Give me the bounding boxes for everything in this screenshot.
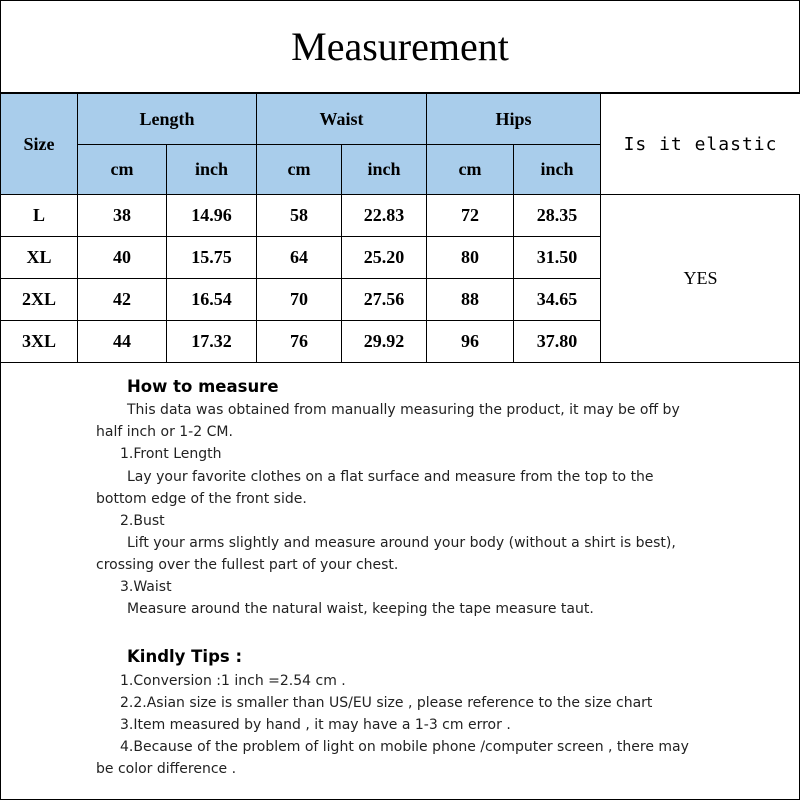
length-header: Length — [78, 94, 257, 145]
value-cell: 40 — [78, 237, 167, 279]
value-cell: 64 — [257, 237, 342, 279]
size-cell: L — [1, 195, 78, 237]
size-cell: 3XL — [1, 321, 78, 363]
unit-header: cm — [427, 145, 514, 195]
unit-header: inch — [514, 145, 601, 195]
page-title: Measurement — [0, 0, 800, 93]
elastic-value: YES — [601, 195, 800, 363]
value-cell: 14.96 — [167, 195, 257, 237]
elastic-header: Is it elastic — [601, 94, 800, 195]
unit-header: inch — [167, 145, 257, 195]
how-to-measure-heading: How to measure — [127, 377, 279, 396]
value-cell: 76 — [257, 321, 342, 363]
value-cell: 28.35 — [514, 195, 601, 237]
measurement-notes — [0, 363, 800, 798]
value-cell: 25.20 — [342, 237, 427, 279]
value-cell: 34.65 — [514, 279, 601, 321]
tip-item: 1.Conversion :1 inch =2.54 cm . — [120, 673, 346, 689]
intro-line: half inch or 1-2 CM. — [96, 424, 233, 440]
value-cell: 27.56 — [342, 279, 427, 321]
value-cell: 58 — [257, 195, 342, 237]
bust-text: Lift your arms slightly and measure around your body (without a shirt is best), — [127, 535, 676, 551]
kindly-tips-heading: Kindly Tips : — [127, 647, 243, 666]
value-cell: 15.75 — [167, 237, 257, 279]
waist-header: Waist — [257, 94, 427, 145]
hips-header: Hips — [427, 94, 601, 145]
tip-item: be color difference . — [96, 761, 237, 777]
value-cell: 80 — [427, 237, 514, 279]
front-length-text: Lay your favorite clothes on a flat surface and measure from the top to the — [127, 469, 654, 485]
value-cell: 17.32 — [167, 321, 257, 363]
size-chart-table — [0, 93, 800, 363]
value-cell: 96 — [427, 321, 514, 363]
bust-text: crossing over the fullest part of your chest. — [96, 557, 399, 573]
tip-item: 2.2.Asian size is smaller than US/EU size , please reference to the size chart — [120, 695, 653, 711]
value-cell: 42 — [78, 279, 167, 321]
value-cell: 72 — [427, 195, 514, 237]
bust-title: 2.Bust — [120, 513, 165, 529]
front-length-title: 1.Front Length — [120, 446, 222, 462]
unit-header: cm — [257, 145, 342, 195]
size-cell: XL — [1, 237, 78, 279]
waist-title: 3.Waist — [120, 579, 172, 595]
value-cell: 29.92 — [342, 321, 427, 363]
front-length-text: bottom edge of the front side. — [96, 491, 307, 507]
value-cell: 22.83 — [342, 195, 427, 237]
unit-header: inch — [342, 145, 427, 195]
value-cell: 88 — [427, 279, 514, 321]
tip-item: 4.Because of the problem of light on mobile phone /computer screen , there may — [120, 739, 689, 755]
tip-item: 3.Item measured by hand , it may have a 1-3 cm error . — [120, 717, 511, 733]
header-row-groups — [1, 94, 800, 145]
value-cell: 70 — [257, 279, 342, 321]
value-cell: 16.54 — [167, 279, 257, 321]
size-cell: 2XL — [1, 279, 78, 321]
value-cell: 44 — [78, 321, 167, 363]
table-row — [1, 195, 800, 237]
unit-header: cm — [78, 145, 167, 195]
size-header: Size — [1, 94, 78, 195]
value-cell: 31.50 — [514, 237, 601, 279]
value-cell: 37.80 — [514, 321, 601, 363]
waist-text: Measure around the natural waist, keeping the tape measure taut. — [127, 601, 594, 617]
value-cell: 38 — [78, 195, 167, 237]
intro-line: This data was obtained from manually measuring the product, it may be off by — [127, 402, 680, 418]
